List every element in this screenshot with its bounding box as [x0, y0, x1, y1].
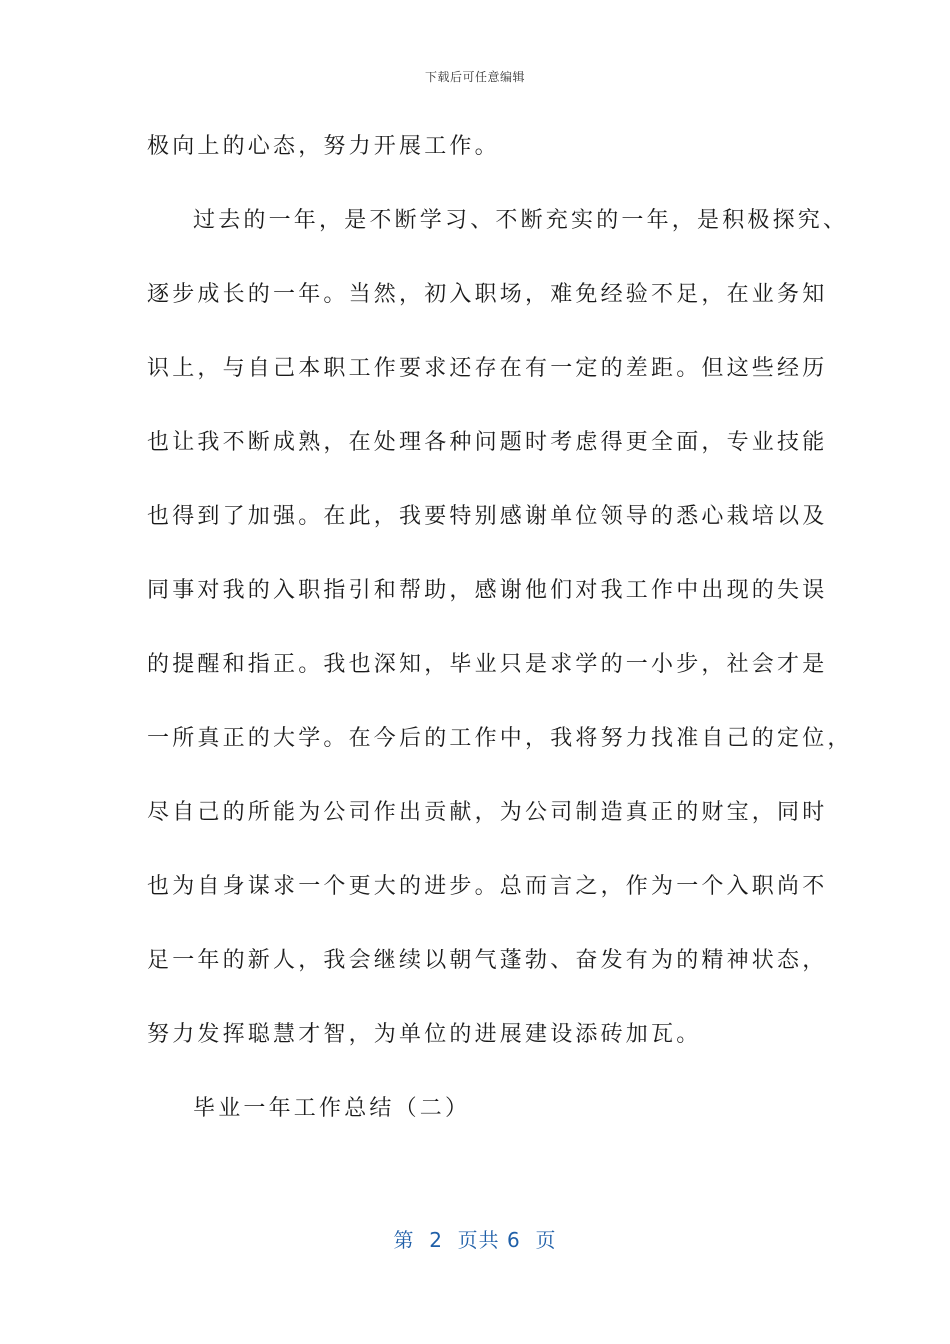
text-line: 也让我不断成熟，在处理各种问题时考虑得更全面，专业技能 [147, 430, 828, 455]
text-line: 过去的一年，是不断学习、不断充实的一年，是积极探究、 [193, 208, 849, 233]
text-line: 努力发挥聪慧才智，为单位的进展建设添砖加瓦。 [147, 1022, 702, 1047]
text-line: 逐步成长的一年。当然，初入职场，难免经验不足，在业务知 [147, 282, 828, 307]
document-body [147, 125, 853, 1161]
page-number: 第 2 页共 6 页 [393, 1228, 557, 1252]
text-line: 足一年的新人，我会继续以朝气蓬勃、奋发有为的精神状态， [147, 948, 828, 973]
header-note: 下载后可任意编辑 [424, 70, 525, 84]
text-line: 也为自身谋求一个更大的进步。总而言之，作为一个入职尚不 [147, 874, 828, 899]
section-heading: 毕业一年工作总结（二） [193, 1096, 471, 1121]
text-line: 尽自己的所能为公司作出贡献，为公司制造真正的财宝，同时 [147, 800, 828, 825]
text-line: 同事对我的入职指引和帮助，感谢他们对我工作中出现的失误 [147, 578, 828, 603]
text-line: 的提醒和指正。我也深知，毕业只是求学的一小步，社会才是 [147, 652, 828, 677]
text-line: 也得到了加强。在此，我要特别感谢单位领导的悉心栽培以及 [147, 504, 828, 529]
text-line: 识上，与自己本职工作要求还存在有一定的差距。但这些经历 [147, 356, 828, 381]
text-line: 极向上的心态，努力开展工作。 [147, 134, 500, 159]
text-line: 一所真正的大学。在今后的工作中，我将努力找准自己的定位， [147, 726, 853, 751]
